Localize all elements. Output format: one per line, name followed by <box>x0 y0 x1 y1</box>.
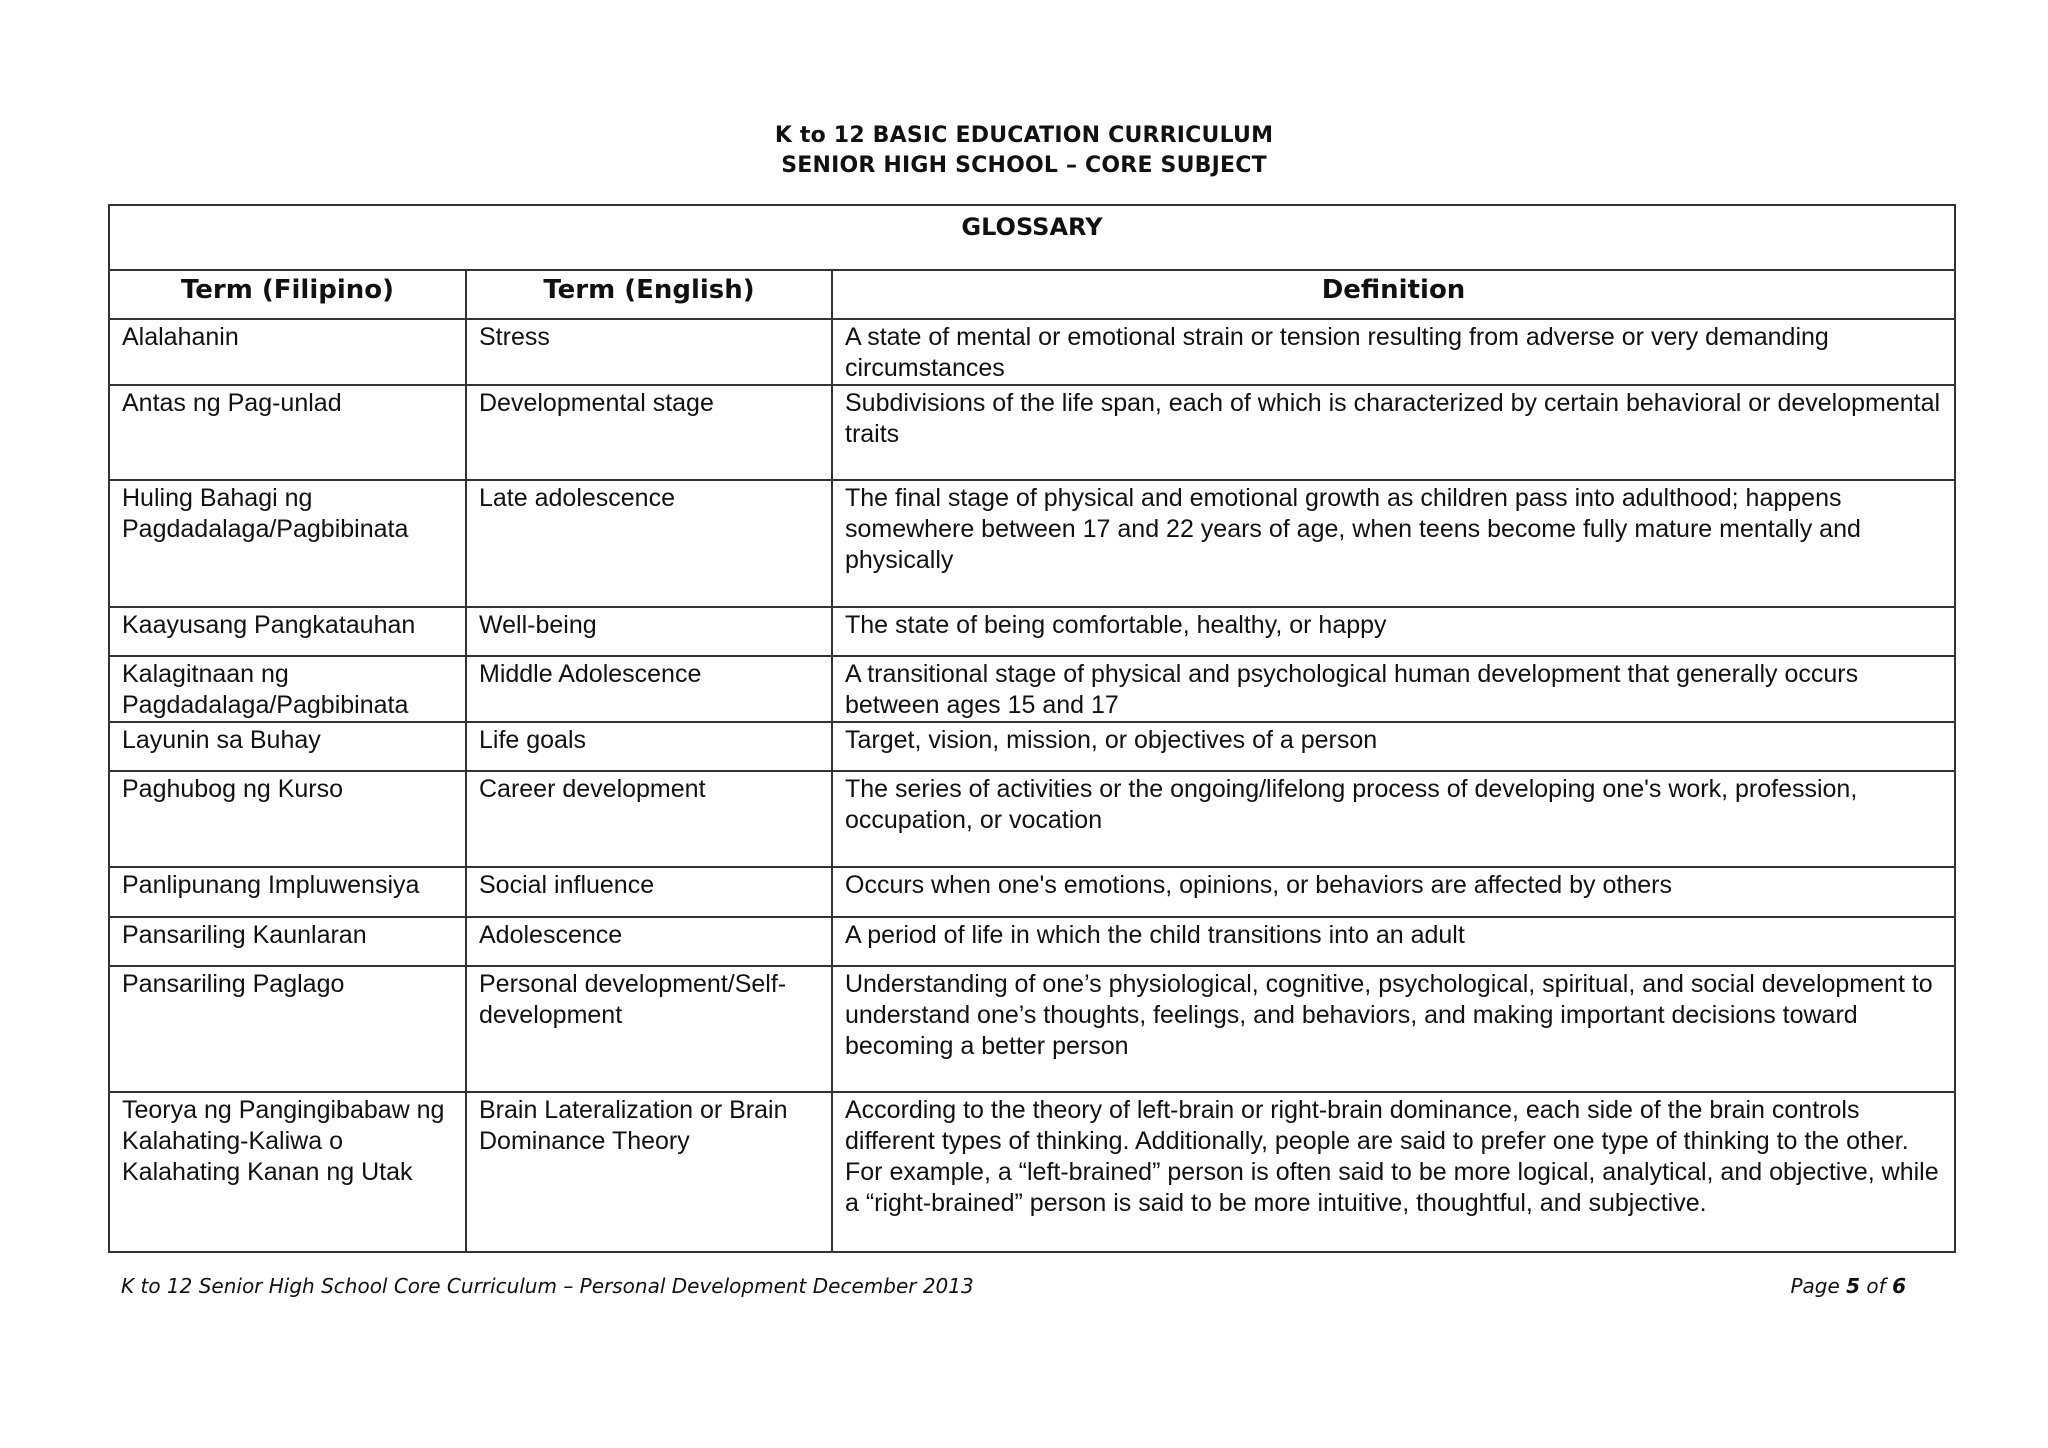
term-filipino: Alalahanin <box>109 319 466 385</box>
term-filipino: Panlipunang Impluwensiya <box>109 867 466 917</box>
glossary-title-row <box>109 205 1955 270</box>
term-filipino: Pansariling Paglago <box>109 966 466 1092</box>
term-english: Life goals <box>466 722 832 771</box>
page-current: 5 <box>1846 1274 1861 1298</box>
term-english: Adolescence <box>466 917 832 966</box>
page-footer <box>121 1274 1906 1298</box>
term-english: Career development <box>466 771 832 867</box>
table-row <box>109 480 1955 607</box>
term-filipino: Paghubog ng Kurso <box>109 771 466 867</box>
column-header-filipino: Term (Filipino) <box>109 270 466 319</box>
page-header <box>0 121 2048 181</box>
term-filipino: Layunin sa Buhay <box>109 722 466 771</box>
table-row <box>109 722 1955 771</box>
term-english: Social influence <box>466 867 832 917</box>
table-row <box>109 917 1955 966</box>
term-filipino: Pansariling Kaunlaran <box>109 917 466 966</box>
table-row <box>109 1092 1955 1252</box>
page-prefix: Page <box>1790 1274 1847 1298</box>
term-definition: The final stage of physical and emotional growth as children pass into adulthood; happens somewhere between 17 and 22 years of age, when teens become fully mature mentally and physically <box>832 480 1955 607</box>
page-total: 6 <box>1892 1274 1906 1298</box>
glossary-table <box>108 204 1956 1253</box>
term-english: Stress <box>466 319 832 385</box>
footer-document-info: K to 12 Senior High School Core Curriculum – Personal Development December 2013 <box>121 1274 974 1298</box>
term-definition: Target, vision, mission, or objectives of a person <box>832 722 1955 771</box>
term-definition: A period of life in which the child transitions into an adult <box>832 917 1955 966</box>
table-row <box>109 319 1955 385</box>
term-english: Brain Lateralization or Brain Dominance Theory <box>466 1092 832 1252</box>
term-definition: According to the theory of left-brain or right-brain dominance, each side of the brain controls different types of thinking. Additionally, people are said to prefer one type of thinking to the other. For example, a “left-brained” person is often said to be more logical, analytical, and objective, while a “right-brained” person is said to be more intuitive, thoughtful, and subjective. <box>832 1092 1955 1252</box>
term-definition: Occurs when one's emotions, opinions, or behaviors are affected by others <box>832 867 1955 917</box>
subject-subtitle: SENIOR HIGH SCHOOL – CORE SUBJECT <box>781 153 1267 178</box>
column-header-definition: Definition <box>832 270 1955 319</box>
term-definition: The state of being comfortable, healthy, or happy <box>832 607 1955 656</box>
column-header-english: Term (English) <box>466 270 832 319</box>
table-row <box>109 966 1955 1092</box>
term-english: Developmental stage <box>466 385 832 480</box>
table-row <box>109 867 1955 917</box>
term-definition: Understanding of one’s physiological, cognitive, psychological, spiritual, and social development to understand one’s thoughts, feelings, and behaviors, and making important decisions toward becoming a better person <box>832 966 1955 1092</box>
term-definition: Subdivisions of the life span, each of which is characterized by certain behavioral or developmental traits <box>832 385 1955 480</box>
term-definition: A state of mental or emotional strain or tension resulting from adverse or very demanding circumstances <box>832 319 1955 385</box>
term-english: Late adolescence <box>466 480 832 607</box>
term-definition: The series of activities or the ongoing/lifelong process of developing one's work, profession, occupation, or vocation <box>832 771 1955 867</box>
curriculum-title: K to 12 BASIC EDUCATION CURRICULUM <box>774 123 1274 148</box>
term-english: Well-being <box>466 607 832 656</box>
term-english: Middle Adolescence <box>466 656 832 722</box>
column-header-row <box>109 270 1955 319</box>
term-filipino: Huling Bahagi ng Pagdadalaga/Pagbibinata <box>109 480 466 607</box>
term-definition: A transitional stage of physical and psychological human development that generally occurs between ages 15 and 17 <box>832 656 1955 722</box>
page-number <box>1790 1274 1906 1298</box>
term-filipino: Kalagitnaan ng Pagdadalaga/Pagbibinata <box>109 656 466 722</box>
table-row <box>109 385 1955 480</box>
term-english: Personal development/Self-development <box>466 966 832 1092</box>
term-filipino: Kaayusang Pangkatauhan <box>109 607 466 656</box>
table-row <box>109 656 1955 722</box>
glossary-title: GLOSSARY <box>109 205 1955 270</box>
term-filipino: Teorya ng Pangingibabaw ng Kalahating-Kaliwa o Kalahating Kanan ng Utak <box>109 1092 466 1252</box>
table-row <box>109 607 1955 656</box>
page-of: of <box>1860 1274 1893 1298</box>
table-row <box>109 771 1955 867</box>
term-filipino: Antas ng Pag-unlad <box>109 385 466 480</box>
